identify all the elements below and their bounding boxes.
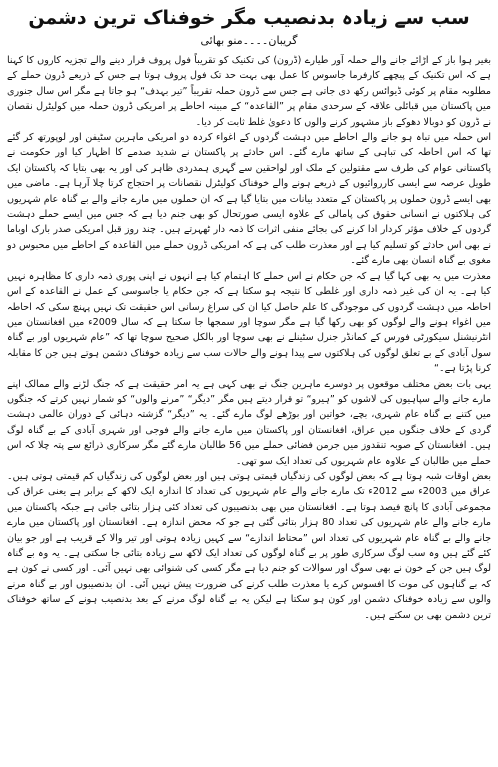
paragraph: اس حملہ میں تباہ ہو جانے والے احاطے میں دہشت گردوں کے اغواء کردہ دو امریکی ماہرین سٹیفن اور لوپورتھ کر گئے تھا کہ اس احاطہ کی تباہی کے ساتھ مارے گئے۔ اس حادثے پر پاکستان نے شدید صدمے کا اظہار کیا اور حکومت نے پاکستانی عوام کی طرف سے مقتولین کے ملک اور لواحقین سے گہری ہمدردی ظاہر کی اور یہ بھی بتایا کہ پاکستان ایک طویل عرصہ سے ایسی کارروائیوں کے ذریعے ہونے والے خوفناک کولیٹرل نقصانات پر احتجاج کرتا چلا آرہا ہے۔ ماضی میں بھی ایسے ڈرون حملوں پر پاکستان کے متعدد بیانات میں بتایا گیا ہے کہ ان حملوں میں مارے جانے والے بے گناہ عام شہریوں کی ہلاکتوں نے انسانی حقوق کی پامالی کے علاوہ ایسی صورتحال کو بھی جنم دیا ہے کہ جس میں ایسے حملے دہشت گردوں کے خلاف مؤثر کردار ادا کرنے کی بجائے منفی اثرات کا ذمہ دار ٹھہرتے ہیں۔ چند روز قبل امریکی صدر بارک اوباما نے بھی اس حادثے کو تسلیم کیا ہے اور معذرت طلب کی ہے کہ امریکی ڈرون حملے میں القاعدہ کے احاطے میں محبوس دو مغوی بے گناہ انسان بھی مارے گئے۔ xyxy=(7,132,491,267)
headline: سب سے زیادہ بدنصیب مگر خوفناک ترین دشمن xyxy=(28,7,470,29)
paragraph: معذرت میں یہ بھی کہا گیا ہے کہ جن حکام نے اس حملے کا اہتمام کیا ہے انہوں نے اپنی پوری ذمہ داری کا مظاہرہ نہیں کیا ہے۔ یہ ان کی غیر ذمہ داری اور غلطی کا نتیجہ ہو سکتا ہے کہ جن حکام یا جاسوسی کے عمل نے القاعدہ کے اس احاطہ میں دہشت گردوں کی موجودگی کا علم حاصل کیا ان کی سراغ رسانی اس حقیقت تک نہیں پہنچ سکی کہ احاطہ میں اغواء ہونے والے لوگوں کو بھی رکھا گیا ہے مگر سوچا اور سمجھا جا سکتا ہے کہ سال 2009ء میں افغانستان میں انٹرنیشنل سیکورٹی فورس کے کمانڈر جنرل سٹینلے نے بھی سوچا اور بالکل صحیح سوچا تھا کہ ”عام شہریوں اور بے گناہ سول آبادی کے بے تعلق لوگوں کی ہلاکتوں سے پیدا ہونے والے حالات سب سے زیادہ خوفناک دشمن ہوتے ہیں جن کا مقابلہ کرنا پڑتا ہے۔“ xyxy=(7,270,491,375)
paragraph: یہی بات بعض مختلف موقعوں پر دوسرے ماہرین جنگ نے بھی کہی ہے یہ امر حقیقت ہے کہ جنگ لڑنے والے ممالک اپنے مارے جانے والے سپاہیوں کی لاشوں کو ”ہیرو“ تو قرار دیتے ہیں مگر ”دیگر“ ”مرنے والوں“ کو شمار نہیں کرتے کہ جنگوں میں کتنے بے گناہ عام شہری، بچے، خواتین اور بوڑھے لوگ مارے گئے۔ یہ ”دیگر“ گزشتہ دہائی کے دوران عالمی دہشت گردی کے خلاف جنگوں میں عراق، افغانستان اور پاکستان میں مارے جانے والے فوجی اور شہری آبادی کے بے گناہ لوگ ہیں۔ افغانستان کے صوبہ تنقدوز میں جرمن فضائی حملے میں 56 طالبان مارے گئے مگر سرکاری ذرائع سے پتہ چلا کہ اس حملے میں طالبان کے علاوہ عام شہریوں کی تعداد ایک سو تھی۔ xyxy=(7,378,491,467)
paragraph: بغیر ہوا باز کے اڑائے جانے والے حملہ آور طیارے (ڈرون) کی تکنیک کو تقریباً فول پروف قرار دینے والے تجزیہ کاروں کا کہنا ہے کہ اس تکنیک کے پیچھے کارفرما جاسوس کا عمل بھی بہت حد تک فول پروف ہوتا ہے جس کے ذریعے ڈرون حملے کے مطلوبہ مقام پر کوئی ڈیوائس رکھ دی جاتی ہے جس سے ڈرون حملہ تقریباً ”تیر بہدف“ ہو جاتا ہے مگر اس سال جنوری میں پاکستان میں قبائلی علاقہ کے سرحدی مقام پر ”القاعدہ“ کے مبینہ احاطے پر امریکی ڈرون حملہ میں کولیٹرل نقصان نے ڈرون کو دوبالا دھوکے باز مشہور کرنے والوں کا دعویٰ غلط ثابت کر دیا۔ xyxy=(7,55,491,128)
byline: گریبان۔۔۔۔منو بھائی xyxy=(200,34,298,47)
article-body xyxy=(7,53,491,623)
paragraph: بعض اوقات شبہ ہوتا ہے کہ بعض لوگوں کی زندگیاں قیمتی ہوتی ہیں اور بعض لوگوں کی زندگیاں کم قیمتی ہوتی ہیں۔ عراق میں 2003ء سے 2012ء تک مارے جانے والے عام شہریوں کی تعداد کا اندازہ ایک لاکھ کے برابر ہے یعنی عراق کی مجموعی آبادی کا پانچ فیصد ہوتا ہے۔ افغانستان میں بھی بدنصیبوں کی تعداد کئی ہزار بتائی جاتی ہے جبکہ پاکستان میں مارے جانے والے عام شہریوں کی تعداد 80 ہزار بتائی گئی ہے جو کہ محض اندازہ ہے۔ افغانستان اور پاکستان میں مارے جانے والے بے گناہ عام شہریوں کی تعداد اس ”محتاط اندازے“ سے کہیں زیادہ ہوتی اور تیر والا کے قریب ہے اور جو بیان کئے گئے ہیں وہ سب لوگ سرکاری طور پر بے گناہ لوگوں کی تعداد ایک لاکھ سے زیادہ بتائی جا سکتی ہے۔ یہ وہ بے گناہ لوگ ہیں جن کے خون نے بھی سوگ اور سوالات کو جنم دیا ہے مگر کسی کی شنوائی بھی نہیں آئی۔ اور کسی نے کون ہے کہ بے گناہوں کی موت کا افسوس کرے یا معذرت طلب کرنے کی ضرورت پیش نہیں آئی۔ ان بدنصیبوں اور بے گناہ مرنے والوں سے زیادہ خوفناک دشمن اور کون ہو سکتا ہے لیکن یہ بے گناہ لوگ مرنے کے بعد بدنصیب ہونے کے ساتھ خوفناک ترین دشمن بھی بن سکتے ہیں۔ xyxy=(7,470,492,621)
